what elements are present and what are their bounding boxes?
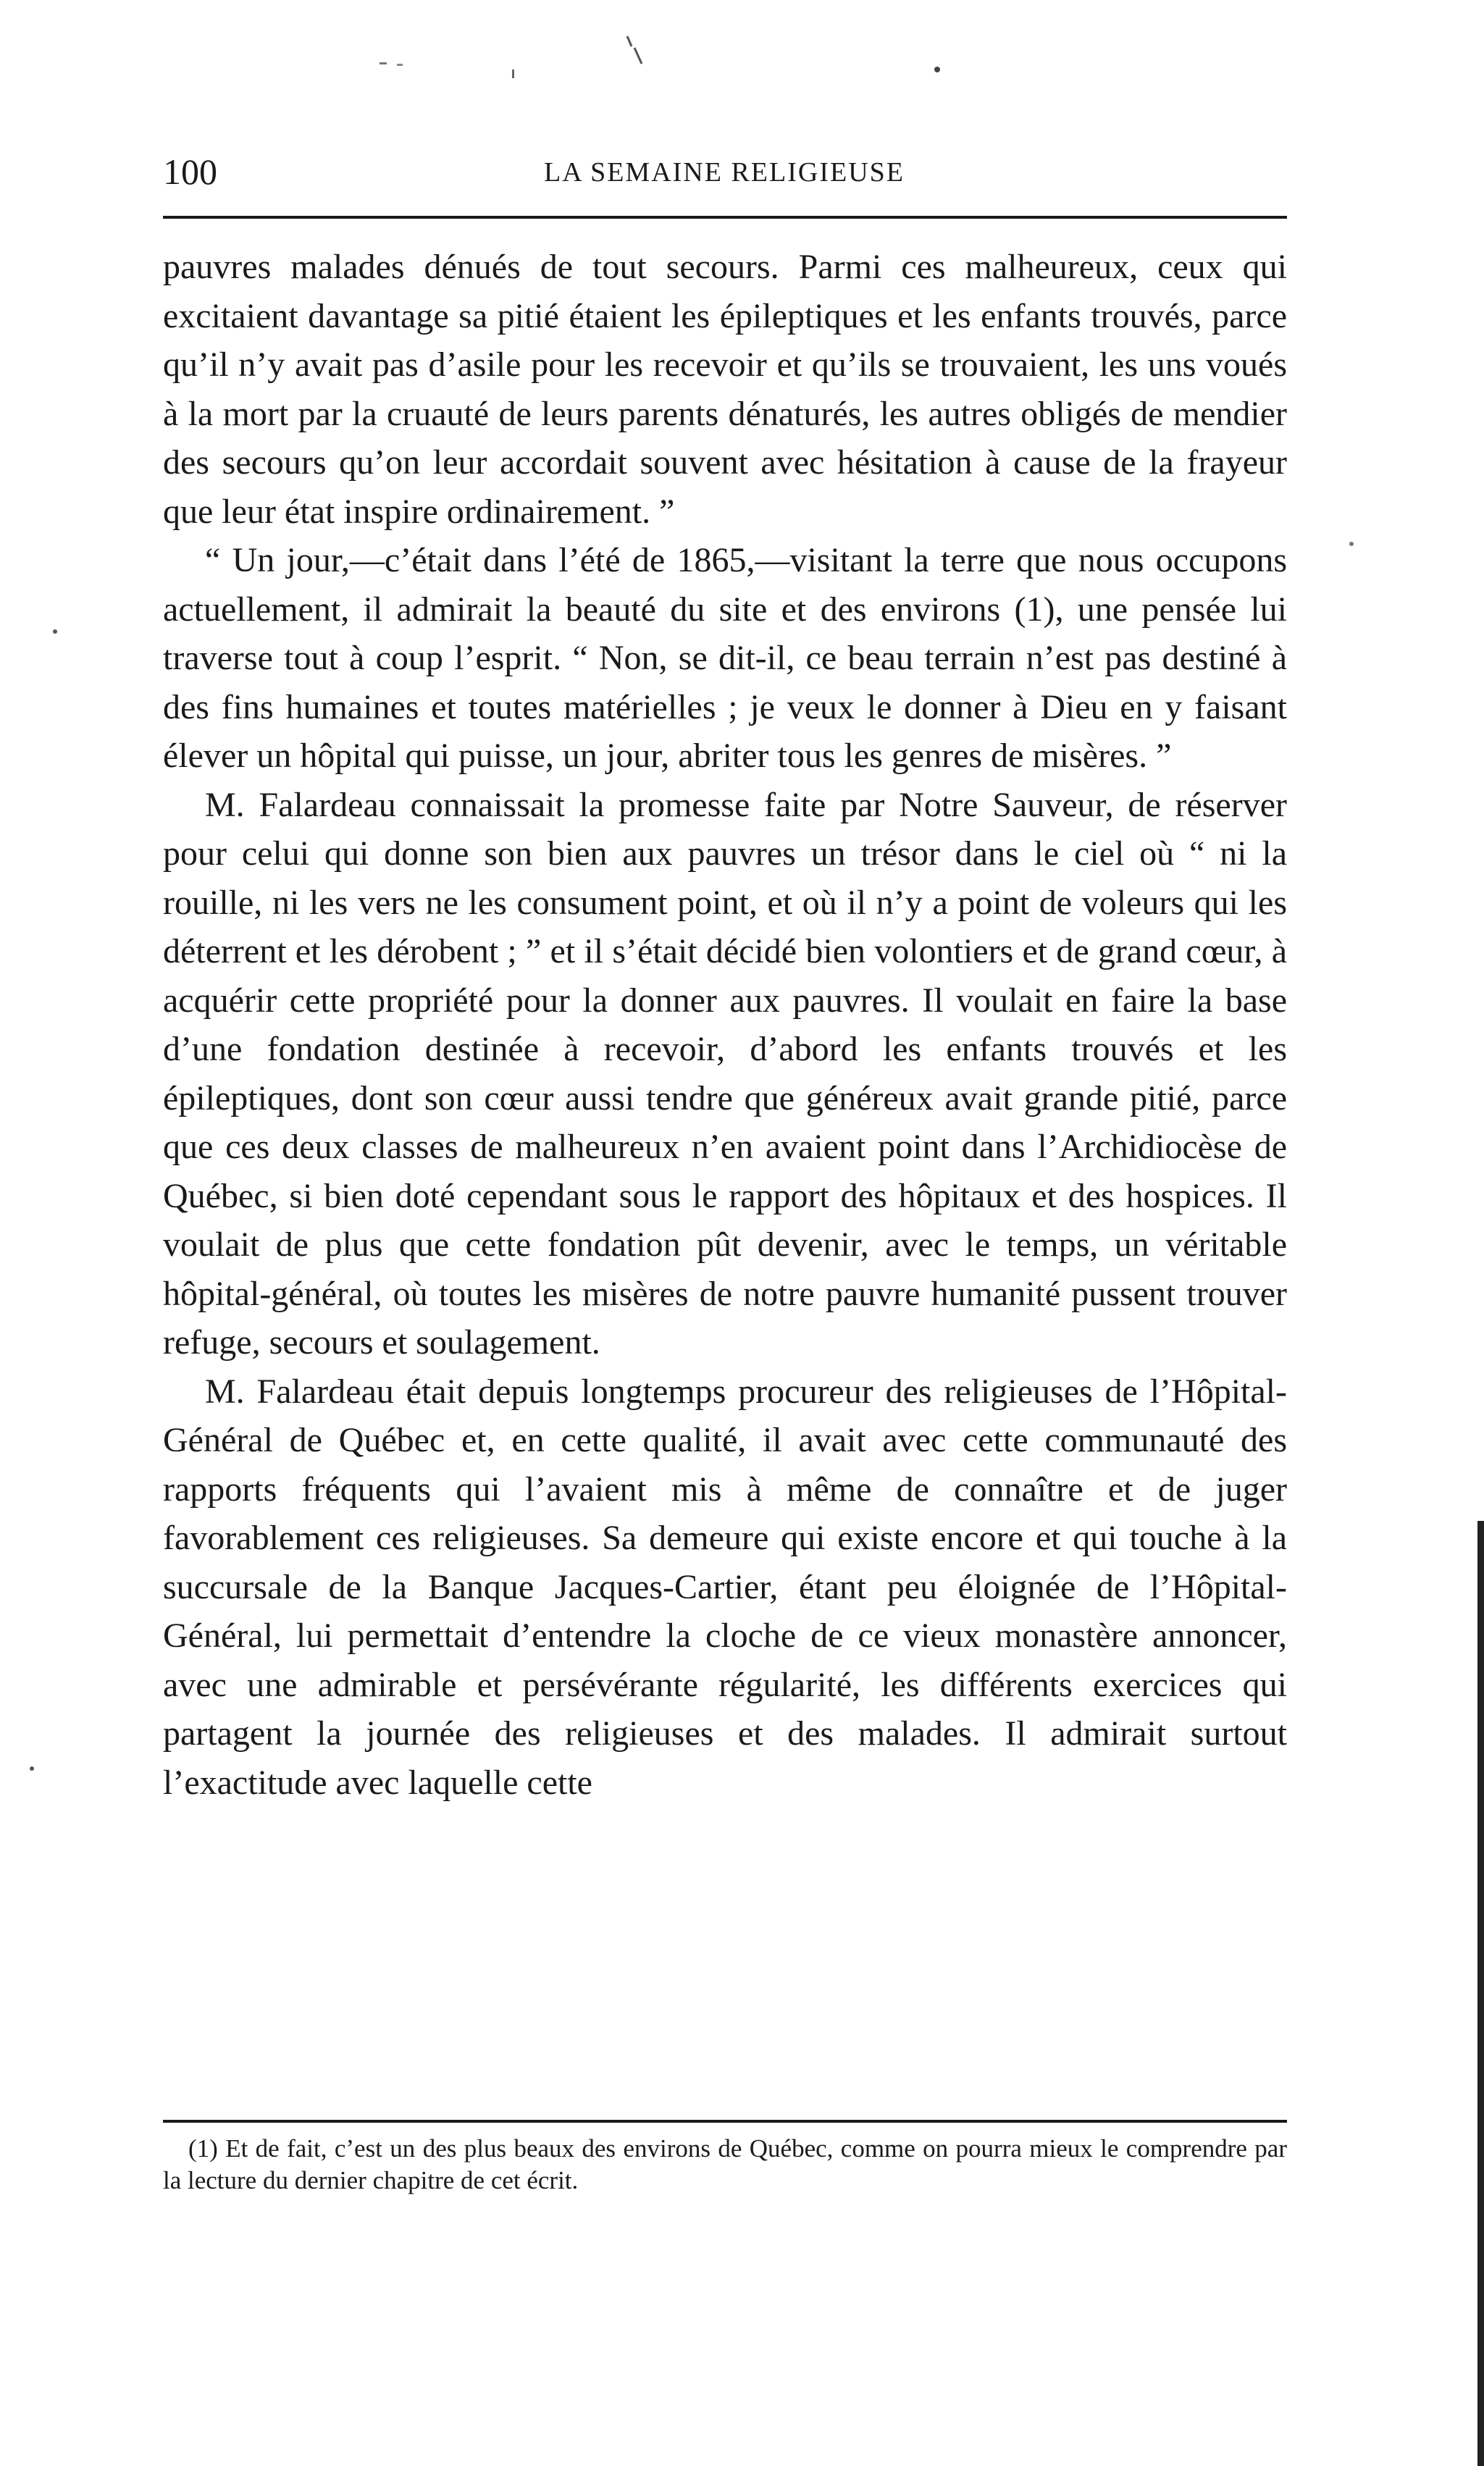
paragraph: pauvres malades dénués de tout secours. Parmi ces malheureux, ceux qui excitaient davantage sa pitié étaient les épileptiques et les enfants trouvés, parce qu’il n’y avait pas d’asile pour les recevoir et qu’ils se trouvaient, les uns voués à la mort par la cruauté de leurs parents dénaturés, les autres obligés de mendier des secours qu’on leur accordait souvent avec hésitation à cause de la frayeur que leur état inspire ordinairement. ” bbox=[163, 248, 1287, 531]
paragraph: “ Un jour,—c’était dans l’été de 1865,—visitant la terre que nous occupons actuellement, il admirait la beauté du site et des environs (1), une pensée lui traverse tout à coup l’esprit. “ Non, se dit-il, ce beau terrain n’est pas destiné à des fins humaines et toutes matérielles ; je veux le donner à Dieu en y faisant élever un hôpital qui puisse, un jour, abriter tous les genres de misères. ” bbox=[163, 541, 1287, 775]
footnote: (1) Et de fait, c’est un des plus beaux des environs de Québec, comme on pourra mieux le comprendre par la lecture du dernier chapitre de cet écrit. bbox=[163, 2134, 1287, 2194]
body-text bbox=[163, 243, 1287, 1807]
page-number: 100 bbox=[163, 151, 217, 192]
header-rule bbox=[163, 216, 1287, 219]
page-header bbox=[163, 145, 1286, 203]
running-title: LA SEMAINE RELIGIEUSE bbox=[544, 157, 905, 188]
paragraph: M. Falardeau connaissait la promesse faite par Notre Sauveur, de réserver pour celui qui donne son bien aux pauvres un trésor dans le ciel où “ ni la rouille, ni les vers ne les consument point, et où il n’y a point de voleurs qui les déterrent et les dérobent ; ” et il s’était décidé bien volontiers et de grand cœur, à acquérir cette propriété pour la donner aux pauvres. Il voulait en faire la base d’une fondation destinée à recevoir, d’abord les enfants trouvés et les épileptiques, dont son cœur aussi tendre que généreux avait grande pitié, parce que ces deux classes de malheureux n’en avaient point dans l’Archidiocèse de Québec, si bien doté cependant sous le rapport des hôpitaux et des hospices. Il voulait de plus que cette fondation pût devenir, avec le temps, un véritable hôpital-général, où toutes les misères de notre pauvre humanité pussent trouver refuge, secours et soulagement. bbox=[163, 785, 1287, 1362]
paragraph: M. Falardeau était depuis longtemps procureur des religieuses de l’Hôpital-Général de Québec et, en cette qualité, il avait avec cette communauté des rapports fréquents qui l’avaient mis à même de connaître et de juger favorablement ces religieuses. Sa demeure qui existe encore et qui touche à la succursale de la Banque Jacques-Cartier, étant peu éloignée de l’Hôpital-Général, lui permettait d’entendre la cloche de ce vieux monastère annoncer, avec une admirable et persévérante régularité, les différents exercices qui partagent la journée des religieuses et des malades. Il admirait surtout l’exactitude avec laquelle cette bbox=[163, 1372, 1287, 1802]
footnote-rule bbox=[163, 2120, 1287, 2123]
